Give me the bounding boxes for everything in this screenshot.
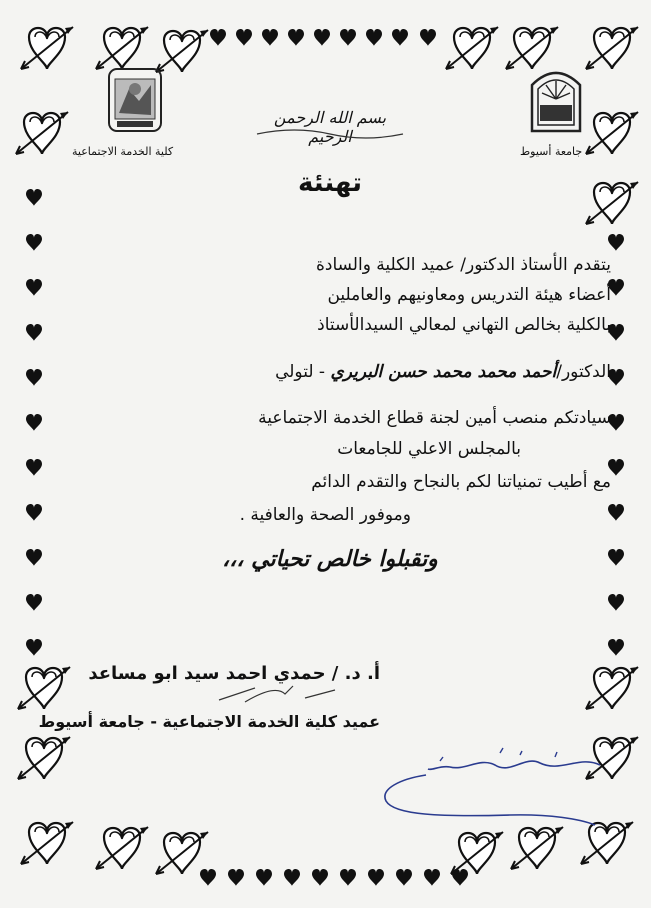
right-institution-name: جامعة أسيوط [520,145,583,158]
bismillah-flourish [255,126,405,140]
body-line-5: بالمجلس الاعلي للجامعات [337,439,521,459]
body-line-7: وموفور الصحة والعافية . [239,505,411,525]
left-institution-name: كلية الخدمة الاجتماعية [72,145,174,158]
honoree-name: أحمد محمد محمد حسن البريري [330,362,557,382]
body-line-4: سيادتكم منصب أمين لجنة قطاع الخدمة الاجتماعية [258,408,611,428]
body-line-6: مع أطيب تمنياتنا لكم بالنجاح والتقدم الدائم [311,472,611,492]
honoree-suffix: - لتولي [275,362,326,382]
top-hearts [210,29,436,46]
handwritten-signature [380,745,620,830]
body-line-2: أعضاء هيئة التدريس ومعاونيهم والعاملين [327,285,611,305]
body-line-1: يتقدم الأستاذ الدكتور/ عميد الكلية والسادة [315,255,611,275]
bottom-hearts [200,869,468,886]
left-hearts [26,189,42,656]
university-logo [526,65,586,135]
honoree-prefix: الدكتور/ [556,362,611,382]
closing-line: وتقبلوا خالص تحياتي ،،، [222,547,438,572]
document-title: تهنئة [298,168,362,198]
signatory-name: أ. د. / حمدي احمد سيد ابو مساعد [88,663,380,684]
small-signature [215,680,345,710]
honoree-line [275,362,611,382]
body-line-3: بالكلية بخالص التهاني لمعالي السيدالأستاذ [317,315,611,335]
faculty-logo [105,65,165,135]
bismillah: بسم الله الرحمن الرحيم [273,108,387,146]
signatory-title: عميد كلية الخدمة الاجتماعية - جامعة أسيوط [38,712,380,731]
